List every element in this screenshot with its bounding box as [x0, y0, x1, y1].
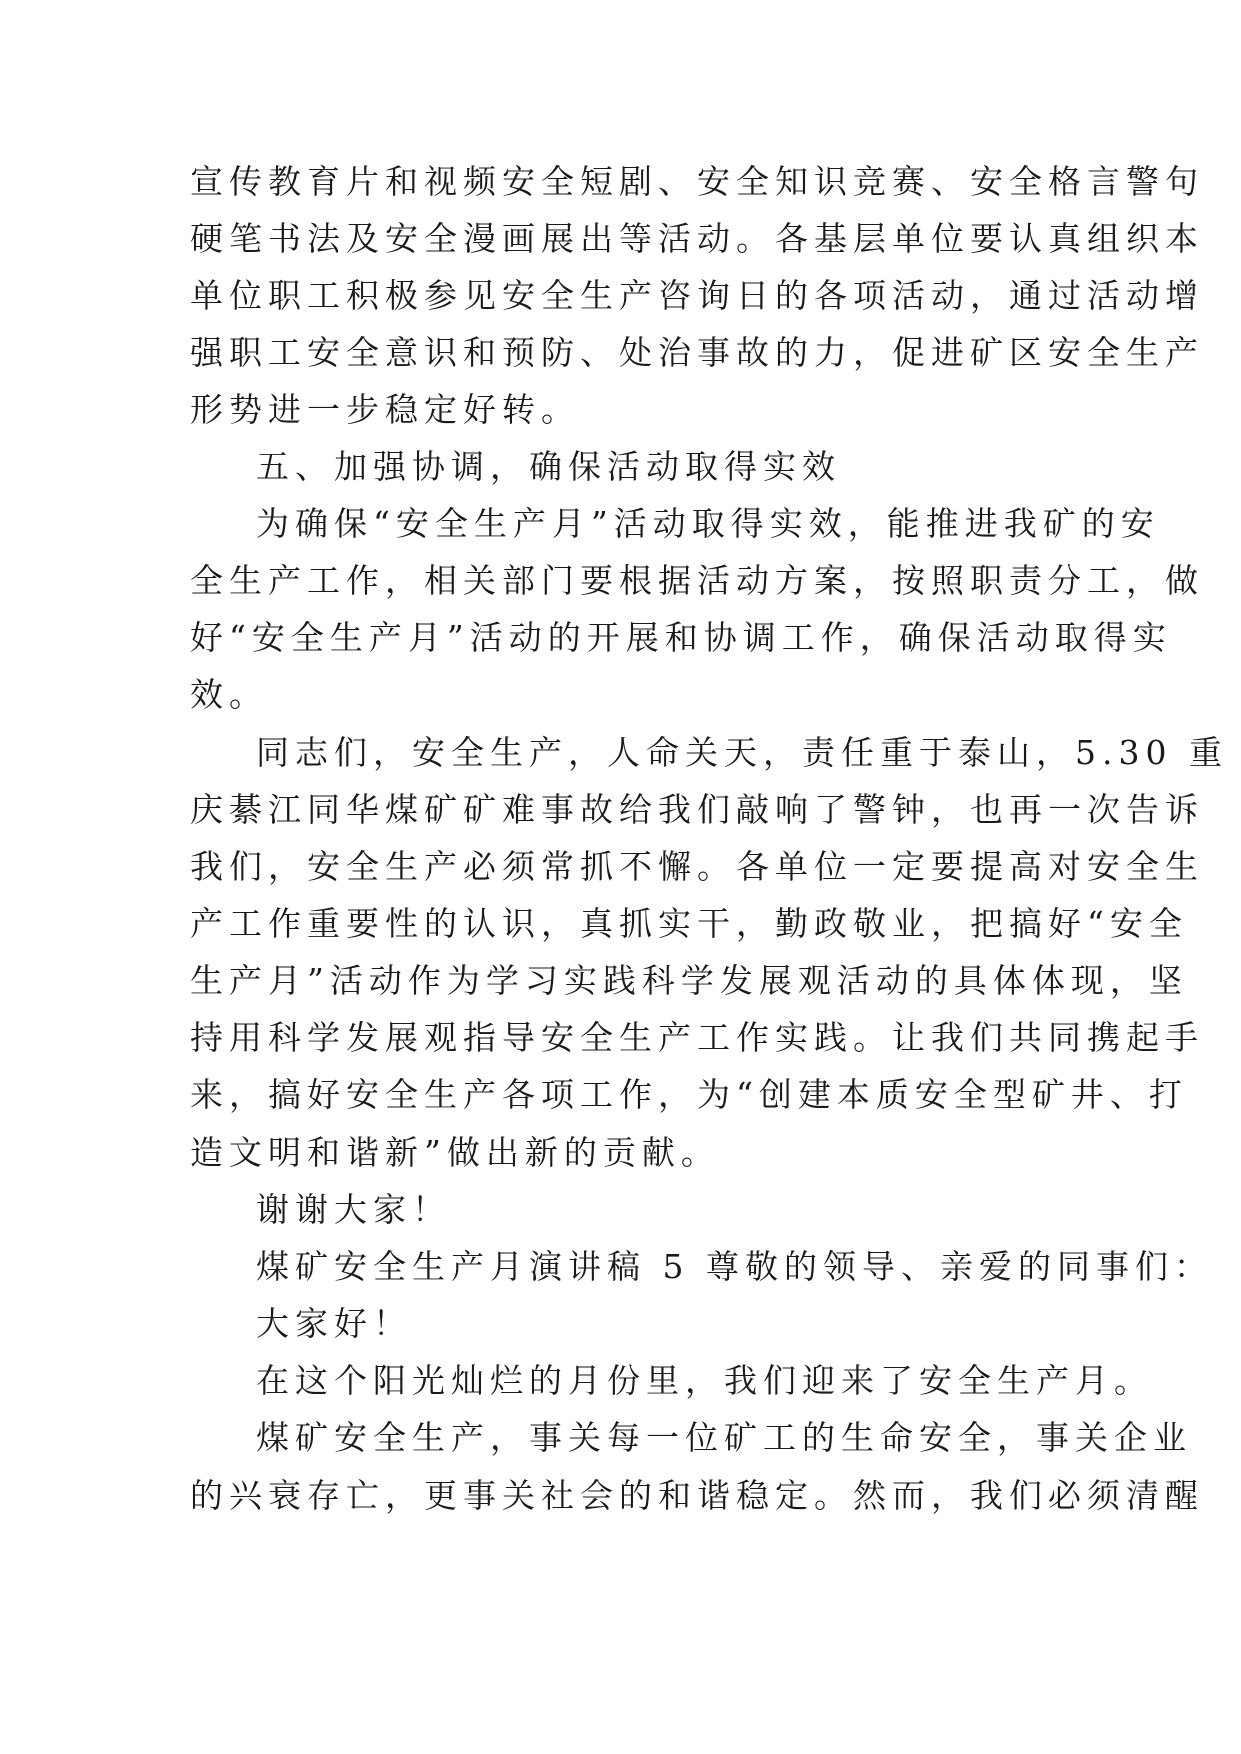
text-line-7: 为确保“安全生产月”活动取得实效，能推进我矿的安: [256, 504, 1160, 543]
text-line-18: 造文明和谐新”做出新的贡献。: [190, 1133, 720, 1172]
text-line-2: 硬笔书法及安全漫画展出等活动。各基层单位要认真组织本: [190, 219, 1204, 258]
text-line-8: 全生产工作，相关部门要根据活动方案，按照职责分工，做: [190, 561, 1204, 600]
text-line-5: 形势进一步稳定好转。: [190, 390, 580, 429]
text-line-15: 生产月”活动作为学习实践科学发展观活动的具体体现，坚: [190, 961, 1188, 1000]
text-line-23: 煤矿安全生产，事关每一位矿工的生命安全，事关企业: [256, 1418, 1192, 1457]
text-line-17: 来，搞好安全生产各项工作，为“创建本质安全型矿井、打: [190, 1075, 1188, 1114]
text-line-13: 我们，安全生产必须常抓不懈。各单位一定要提高对安全生: [190, 847, 1204, 886]
text-line-14: 产工作重要性的认识，真抓实干，勤政敬业，把搞好“安全: [190, 904, 1188, 943]
text-line-24: 的兴衰存亡，更事关社会的和谐稳定。然而，我们必须清醒: [190, 1476, 1204, 1515]
speech-title-line: 煤矿安全生产月演讲稿 5 尊敬的领导、亲爱的同事们：: [256, 1247, 1213, 1286]
text-line-9: 好“安全生产月”活动的开展和协调工作，确保活动取得实: [190, 618, 1172, 657]
text-line-10: 效。: [190, 675, 268, 714]
greeting-line: 大家好！: [256, 1304, 412, 1343]
text-line-19: 谢谢大家！: [256, 1190, 451, 1229]
text-line-3: 单位职工积极参见安全生产咨询日的各项活动，通过活动增: [190, 276, 1204, 315]
text-line-1: 宣传教育片和视频安全短剧、安全知识竞赛、安全格言警句: [190, 162, 1204, 201]
text-line-22: 在这个阳光灿烂的月份里，我们迎来了安全生产月。: [256, 1361, 1153, 1400]
text-line-12: 庆綦江同华煤矿矿难事故给我们敲响了警钟，也再一次告诉: [190, 790, 1204, 829]
section-heading: 五、加强协调，确保活动取得实效: [256, 447, 841, 486]
text-line-4: 强职工安全意识和预防、处治事故的力，促进矿区安全生产: [190, 333, 1204, 372]
text-line-16: 持用科学发展观指导安全生产工作实践。让我们共同携起手: [190, 1018, 1204, 1057]
text-line-11: 同志们，安全生产，人命关天，责任重于泰山，5.30 重: [256, 733, 1228, 772]
